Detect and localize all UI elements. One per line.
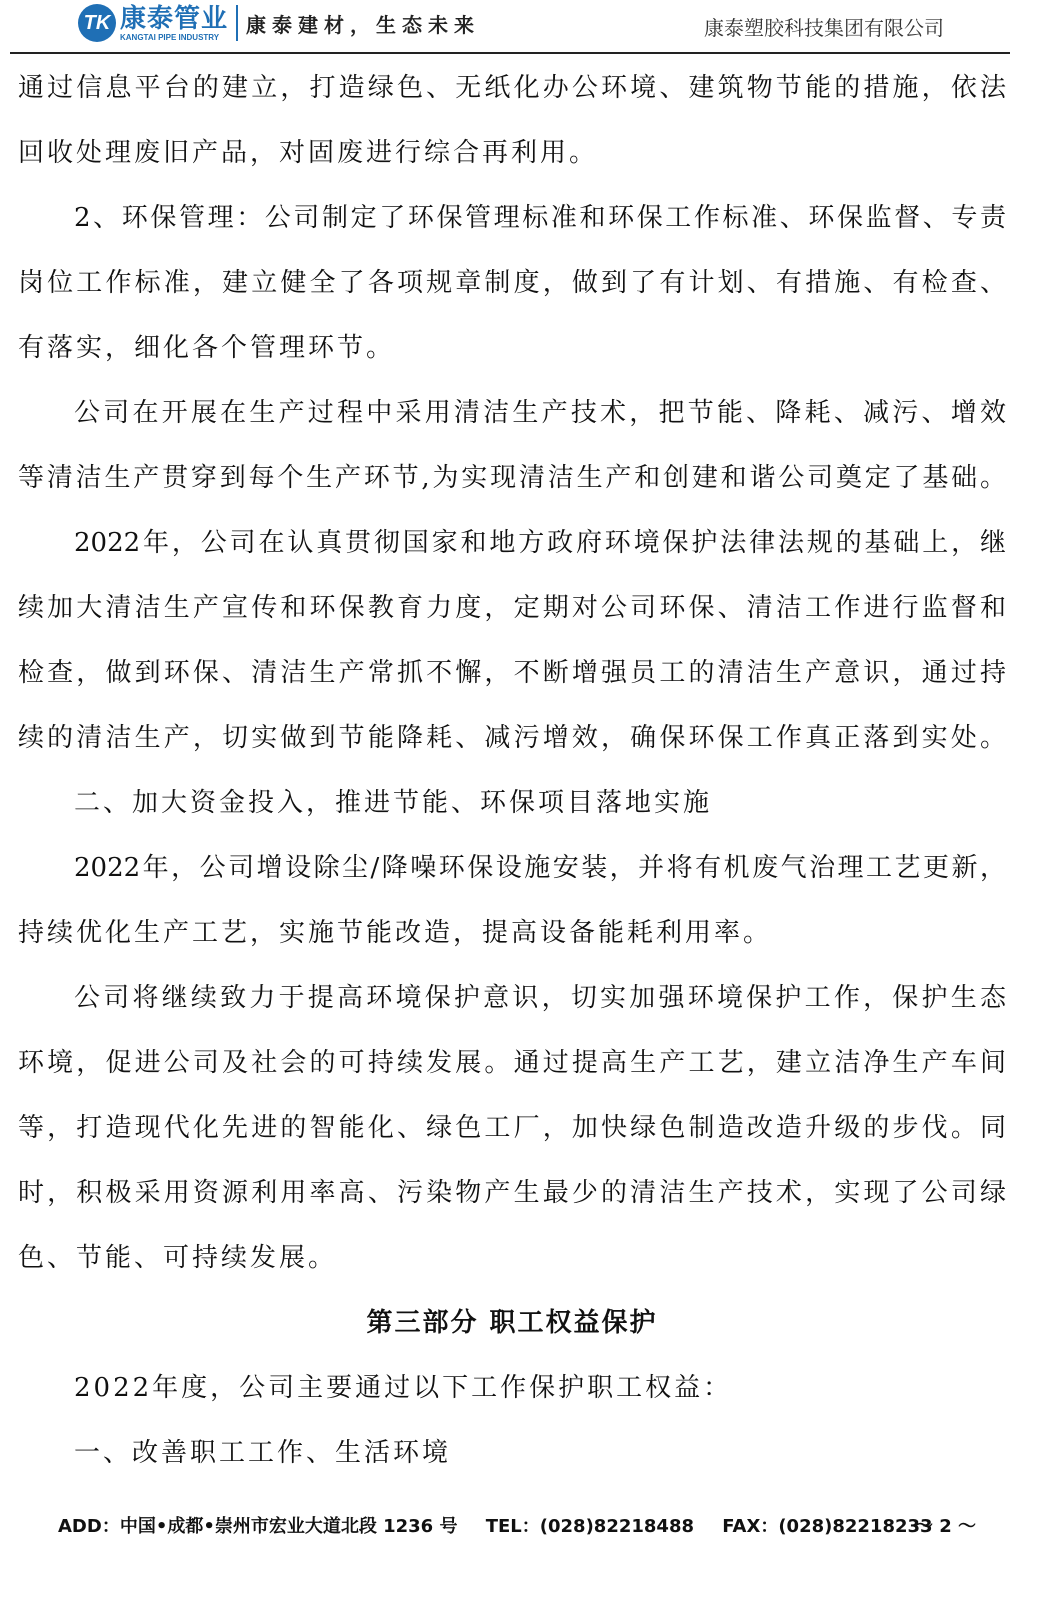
footer-tel: TEL：(028)82218488 <box>485 1516 694 1537</box>
document-body <box>18 62 1006 1492</box>
text-line: 二、加大资金投入，推进节能、环保项目落地实施 <box>74 788 713 818</box>
header-rule <box>10 52 1010 54</box>
company-logo <box>78 4 480 42</box>
logo-chinese: 康泰管业 <box>120 3 229 34</box>
company-name: 康泰塑胶科技集团有限公司 <box>704 16 944 40</box>
text-line: 公司将继续致力于提高环境保护意识，切实加强环境保护工作，保护生态 <box>74 983 1006 1013</box>
text-line: 通过信息平台的建立，打造绿色、无纸化办公环境、建筑物节能的措施，依法 <box>18 73 1006 103</box>
text-line: 2022年，公司在认真贯彻国家和地方政府环境保护法律法规的基础上，继 <box>74 528 1006 558</box>
text-line: 2、环保管理：公司制定了环保管理标准和环保工作标准、环保监督、专责 <box>74 203 1006 233</box>
text-line: 一、改善职工工作、生活环境 <box>74 1438 452 1468</box>
page-number: ～ 2 ～ <box>914 1516 976 1537</box>
footer-address: ADD：中国•成都•崇州市宏业大道北段 1236 号 <box>58 1516 458 1537</box>
text-line: 有落实，细化各个管理环节。 <box>18 333 396 363</box>
slogan: 康泰建材，生态未来 <box>246 12 481 37</box>
page-footer <box>58 1512 998 1538</box>
text-line: 等清洁生产贯穿到每个生产环节,为实现清洁生产和创建和谐公司奠定了基础。 <box>18 463 1006 493</box>
text-line: 2022年，公司增设除尘/降噪环保设施安装，并将有机废气治理工艺更新， <box>74 853 1006 883</box>
text-line: 持续优化生产工艺，实施节能改造，提高设备能耗利用率。 <box>18 918 773 948</box>
text-line: 公司在开展在生产过程中采用清洁生产技术，把节能、降耗、减污、增效 <box>74 398 1006 428</box>
logo-divider <box>236 5 238 41</box>
logo-mark-icon: TK <box>78 4 116 42</box>
text-line: 2022年度，公司主要通过以下工作保护职工权益： <box>74 1373 733 1403</box>
logo-english: KANGTAI PIPE INDUSTRY <box>120 32 220 42</box>
text-line: 环境，促进公司及社会的可持续发展。通过提高生产工艺，建立洁净生产车间 <box>18 1048 1006 1078</box>
text-line: 时，积极采用资源利用率高、污染物产生最少的清洁生产技术，实现了公司绿 <box>18 1178 1006 1208</box>
text-line: 色、节能、可持续发展。 <box>18 1243 338 1273</box>
text-line: 岗位工作标准，建立健全了各项规章制度，做到了有计划、有措施、有检查、 <box>18 268 1006 298</box>
text-line: 检查，做到环保、清洁生产常抓不懈，不断增强员工的清洁生产意识，通过持 <box>18 658 1006 688</box>
text-line: 续的清洁生产，切实做到节能降耗、减污增效，确保环保工作真正落到实处。 <box>18 723 1006 753</box>
text-line: 等，打造现代化先进的智能化、绿色工厂，加快绿色制造改造升级的步伐。同 <box>18 1113 1006 1143</box>
text-line: 续加大清洁生产宣传和环保教育力度，定期对公司环保、清洁工作进行监督和 <box>18 593 1006 623</box>
text-line: 回收处理废旧产品，对固废进行综合再利用。 <box>18 138 599 168</box>
section-title: 第三部分 职工权益保护 <box>366 1308 658 1338</box>
page-header <box>0 0 1062 56</box>
footer-fax: FAX：(028)82218233 <box>722 1516 933 1537</box>
